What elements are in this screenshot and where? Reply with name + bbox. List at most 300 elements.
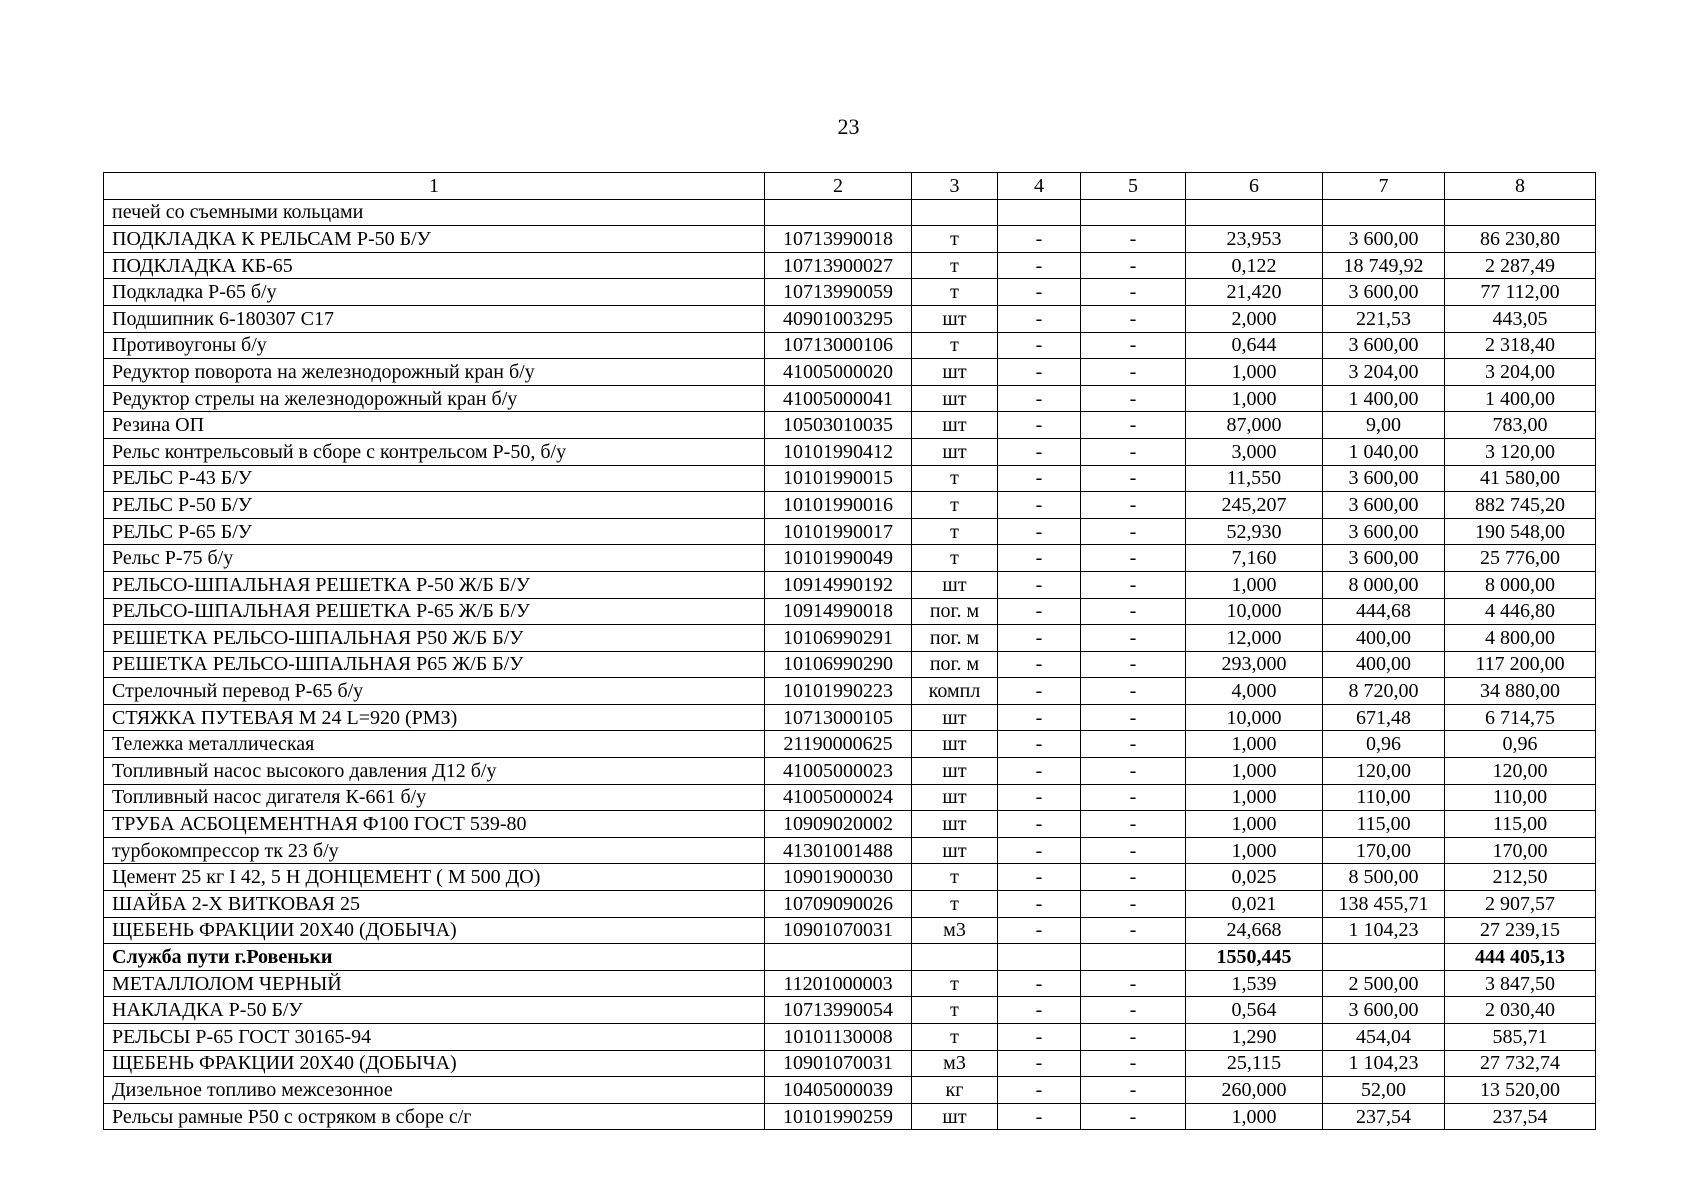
column-5-cell: -	[1081, 625, 1186, 652]
price-cell: 138 455,71	[1323, 891, 1445, 918]
column-5-cell: -	[1081, 837, 1186, 864]
quantity-cell: 21,420	[1186, 279, 1323, 306]
price-cell: 170,00	[1323, 837, 1445, 864]
sum-cell: 783,00	[1445, 412, 1596, 439]
item-code-cell: 10909020002	[765, 811, 912, 838]
item-name-cell: Рельс Р-75 б/у	[104, 545, 765, 572]
table-row	[104, 226, 1596, 253]
quantity-cell: 4,000	[1186, 678, 1323, 705]
table-row	[104, 625, 1596, 652]
quantity-cell: 24,668	[1186, 917, 1323, 944]
sum-cell: 3 120,00	[1445, 438, 1596, 465]
price-cell: 237,54	[1323, 1103, 1445, 1130]
quantity-cell: 1,000	[1186, 784, 1323, 811]
column-4-cell: -	[998, 758, 1081, 785]
table-row	[104, 571, 1596, 598]
price-cell: 3 204,00	[1323, 359, 1445, 386]
price-cell: 454,04	[1323, 1024, 1445, 1051]
table-row	[104, 704, 1596, 731]
column-5-cell: -	[1081, 305, 1186, 332]
item-code-cell: 10101990015	[765, 465, 912, 492]
quantity-cell: 12,000	[1186, 625, 1323, 652]
unit-cell: т	[912, 970, 998, 997]
sum-cell: 3 204,00	[1445, 359, 1596, 386]
price-cell: 444,68	[1323, 598, 1445, 625]
item-code-cell: 41301001488	[765, 837, 912, 864]
quantity-cell: 1,000	[1186, 1103, 1323, 1130]
item-name-cell: РЕЛЬС Р-50 Б/У	[104, 492, 765, 519]
unit-cell: т	[912, 252, 998, 279]
unit-cell: шт	[912, 1103, 998, 1130]
price-cell: 3 600,00	[1323, 997, 1445, 1024]
price-cell: 120,00	[1323, 758, 1445, 785]
unit-cell: т	[912, 1024, 998, 1051]
section-total-row	[104, 944, 1596, 971]
unit-cell: пог. м	[912, 625, 998, 652]
column-5-cell: -	[1081, 412, 1186, 439]
price-cell: 8 720,00	[1323, 678, 1445, 705]
column-4-cell: -	[998, 438, 1081, 465]
item-name-cell: Редуктор стрелы на железнодорожный кран б/у	[104, 385, 765, 412]
item-name-cell: Подкладка Р-65 б/у	[104, 279, 765, 306]
item-name-cell: ПОДКЛАДКА К РЕЛЬСАМ Р-50 Б/У	[104, 226, 765, 253]
table-row	[104, 891, 1596, 918]
sum-cell: 6 714,75	[1445, 704, 1596, 731]
quantity-cell: 1,000	[1186, 571, 1323, 598]
item-code-cell: 21190000625	[765, 731, 912, 758]
column-5-cell: -	[1081, 970, 1186, 997]
item-name-cell: Резина ОП	[104, 412, 765, 439]
unit-cell: т	[912, 279, 998, 306]
item-code-cell: 10709090026	[765, 891, 912, 918]
sum-cell: 27 732,74	[1445, 1050, 1596, 1077]
table-row	[104, 252, 1596, 279]
quantity-cell: 1,000	[1186, 758, 1323, 785]
unit-cell: шт	[912, 758, 998, 785]
unit-cell: т	[912, 465, 998, 492]
sum-cell: 4 800,00	[1445, 625, 1596, 652]
table-row	[104, 332, 1596, 359]
header-cell: 1	[104, 173, 765, 200]
item-name-cell: РЕЛЬСО-ШПАЛЬНАЯ РЕШЕТКА Р-50 Ж/Б Б/У	[104, 571, 765, 598]
column-5-cell: -	[1081, 678, 1186, 705]
unit-cell: пог. м	[912, 598, 998, 625]
column-5-cell: -	[1081, 891, 1186, 918]
quantity-cell: 260,000	[1186, 1077, 1323, 1104]
sum-cell: 190 548,00	[1445, 518, 1596, 545]
quantity-cell: 1,000	[1186, 359, 1323, 386]
column-4-cell	[998, 199, 1081, 226]
item-code-cell: 10101990049	[765, 545, 912, 572]
column-4-cell: -	[998, 970, 1081, 997]
quantity-cell: 10,000	[1186, 704, 1323, 731]
unit-cell: т	[912, 332, 998, 359]
item-name-cell: Подшипник 6-180307 С17	[104, 305, 765, 332]
price-cell: 2 500,00	[1323, 970, 1445, 997]
quantity-cell: 87,000	[1186, 412, 1323, 439]
sum-cell: 8 000,00	[1445, 571, 1596, 598]
unit-cell: т	[912, 492, 998, 519]
table-row	[104, 359, 1596, 386]
column-4-cell: -	[998, 1077, 1081, 1104]
quantity-cell: 23,953	[1186, 226, 1323, 253]
item-name-cell: печей со съемными кольцами	[104, 199, 765, 226]
item-name-cell: ЩЕБЕНЬ ФРАКЦИИ 20Х40 (ДОБЫЧА)	[104, 917, 765, 944]
column-5-cell: -	[1081, 1050, 1186, 1077]
column-5-cell: -	[1081, 465, 1186, 492]
item-name-cell: Стрелочный перевод Р-65 б/у	[104, 678, 765, 705]
unit-cell: т	[912, 518, 998, 545]
column-5-cell: -	[1081, 651, 1186, 678]
item-code-cell: 10713000106	[765, 332, 912, 359]
item-code-cell: 10101990016	[765, 492, 912, 519]
sum-cell: 27 239,15	[1445, 917, 1596, 944]
column-4-cell: -	[998, 1024, 1081, 1051]
price-cell: 400,00	[1323, 625, 1445, 652]
quantity-cell: 1,000	[1186, 811, 1323, 838]
item-code-cell	[765, 199, 912, 226]
unit-cell: т	[912, 891, 998, 918]
header-cell: 2	[765, 173, 912, 200]
price-cell: 3 600,00	[1323, 226, 1445, 253]
item-code-cell: 41005000023	[765, 758, 912, 785]
column-5-cell: -	[1081, 784, 1186, 811]
column-5-cell: -	[1081, 252, 1186, 279]
sum-cell: 115,00	[1445, 811, 1596, 838]
unit-cell	[912, 199, 998, 226]
quantity-cell: 1,539	[1186, 970, 1323, 997]
table-row	[104, 678, 1596, 705]
sum-cell: 4 446,80	[1445, 598, 1596, 625]
unit-cell: м3	[912, 917, 998, 944]
unit-cell	[912, 944, 998, 971]
column-4-cell: -	[998, 704, 1081, 731]
column-4-cell: -	[998, 385, 1081, 412]
price-cell: 110,00	[1323, 784, 1445, 811]
column-5-cell: -	[1081, 811, 1186, 838]
sum-cell: 2 907,57	[1445, 891, 1596, 918]
item-name-cell: РЕЛЬС Р-65 Б/У	[104, 518, 765, 545]
item-code-cell: 10901900030	[765, 864, 912, 891]
table-row	[104, 305, 1596, 332]
quantity-cell: 7,160	[1186, 545, 1323, 572]
quantity-cell: 0,021	[1186, 891, 1323, 918]
column-4-cell: -	[998, 917, 1081, 944]
unit-cell: шт	[912, 305, 998, 332]
column-4-cell: -	[998, 811, 1081, 838]
table-row	[104, 385, 1596, 412]
quantity-cell: 3,000	[1186, 438, 1323, 465]
unit-cell: т	[912, 997, 998, 1024]
column-4-cell: -	[998, 651, 1081, 678]
item-code-cell: 10101990259	[765, 1103, 912, 1130]
table-row	[104, 837, 1596, 864]
sum-cell: 110,00	[1445, 784, 1596, 811]
column-4-cell: -	[998, 997, 1081, 1024]
unit-cell: т	[912, 864, 998, 891]
column-5-cell: -	[1081, 438, 1186, 465]
column-5-cell: -	[1081, 226, 1186, 253]
quantity-cell: 1,290	[1186, 1024, 1323, 1051]
column-5-cell: -	[1081, 571, 1186, 598]
table-row	[104, 1103, 1596, 1130]
item-name-cell: Тележка металлическая	[104, 731, 765, 758]
header-cell: 5	[1081, 173, 1186, 200]
page-number: 23	[837, 114, 860, 139]
item-name-cell: ТРУБА АСБОЦЕМЕНТНАЯ Ф100 ГОСТ 539-80	[104, 811, 765, 838]
unit-cell: пог. м	[912, 651, 998, 678]
price-cell: 18 749,92	[1323, 252, 1445, 279]
price-cell: 3 600,00	[1323, 545, 1445, 572]
item-code-cell: 10914990018	[765, 598, 912, 625]
column-4-cell: -	[998, 731, 1081, 758]
column-5-cell: -	[1081, 385, 1186, 412]
item-code-cell: 10901070031	[765, 917, 912, 944]
table-row	[104, 598, 1596, 625]
sum-cell: 585,71	[1445, 1024, 1596, 1051]
table-row	[104, 518, 1596, 545]
table-header-row	[104, 173, 1596, 200]
unit-cell: т	[912, 226, 998, 253]
quantity-cell: 245,207	[1186, 492, 1323, 519]
header-cell: 8	[1445, 173, 1596, 200]
sum-cell: 41 580,00	[1445, 465, 1596, 492]
column-4-cell: -	[998, 784, 1081, 811]
column-5-cell: -	[1081, 704, 1186, 731]
table-row	[104, 279, 1596, 306]
sum-cell: 212,50	[1445, 864, 1596, 891]
item-code-cell: 10713990018	[765, 226, 912, 253]
column-4-cell: -	[998, 465, 1081, 492]
price-cell	[1323, 199, 1445, 226]
item-name-cell: Цемент 25 кг I 42, 5 Н ДОНЦЕМЕНТ ( М 500 ДО)	[104, 864, 765, 891]
item-name-cell: РЕЛЬСО-ШПАЛЬНАЯ РЕШЕТКА Р-65 Ж/Б Б/У	[104, 598, 765, 625]
column-4-cell: -	[998, 492, 1081, 519]
table-row	[104, 1024, 1596, 1051]
column-4-cell: -	[998, 571, 1081, 598]
item-name-cell: ПОДКЛАДКА КБ-65	[104, 252, 765, 279]
column-5-cell: -	[1081, 598, 1186, 625]
item-code-cell: 10101990223	[765, 678, 912, 705]
table-row	[104, 784, 1596, 811]
sum-cell: 86 230,80	[1445, 226, 1596, 253]
column-4-cell: -	[998, 412, 1081, 439]
item-code-cell: 10914990192	[765, 571, 912, 598]
column-5-cell: -	[1081, 332, 1186, 359]
item-code-cell: 10101990412	[765, 438, 912, 465]
item-code-cell: 41005000020	[765, 359, 912, 386]
price-cell: 221,53	[1323, 305, 1445, 332]
sum-cell: 0,96	[1445, 731, 1596, 758]
unit-cell: м3	[912, 1050, 998, 1077]
price-cell: 8 000,00	[1323, 571, 1445, 598]
sum-cell: 3 847,50	[1445, 970, 1596, 997]
unit-cell: компл	[912, 678, 998, 705]
column-4-cell: -	[998, 1050, 1081, 1077]
column-4-cell: -	[998, 864, 1081, 891]
column-4-cell: -	[998, 1103, 1081, 1130]
unit-cell: шт	[912, 837, 998, 864]
table-row	[104, 492, 1596, 519]
item-name-cell: НАКЛАДКА Р-50 Б/У	[104, 997, 765, 1024]
item-name-cell: СТЯЖКА ПУТЕВАЯ М 24 L=920 (РМЗ)	[104, 704, 765, 731]
table-row	[104, 758, 1596, 785]
item-name-cell: Дизельное топливо межсезонное	[104, 1077, 765, 1104]
item-code-cell: 10101130008	[765, 1024, 912, 1051]
sum-cell: 444 405,13	[1445, 944, 1596, 971]
table-row	[104, 917, 1596, 944]
column-4-cell: -	[998, 625, 1081, 652]
unit-cell: шт	[912, 811, 998, 838]
item-code-cell: 10901070031	[765, 1050, 912, 1077]
sum-cell	[1445, 199, 1596, 226]
table-row	[104, 731, 1596, 758]
price-cell: 400,00	[1323, 651, 1445, 678]
sum-cell: 120,00	[1445, 758, 1596, 785]
quantity-cell: 10,000	[1186, 598, 1323, 625]
column-4-cell: -	[998, 279, 1081, 306]
item-code-cell: 40901003295	[765, 305, 912, 332]
price-cell: 3 600,00	[1323, 518, 1445, 545]
price-cell	[1323, 944, 1445, 971]
item-name-cell: РЕШЕТКА РЕЛЬСО-ШПАЛЬНАЯ Р65 Ж/Б Б/У	[104, 651, 765, 678]
column-4-cell: -	[998, 518, 1081, 545]
table-row	[104, 545, 1596, 572]
item-name-cell: Топливный насос дигателя К-661 б/у	[104, 784, 765, 811]
price-cell: 1 104,23	[1323, 917, 1445, 944]
price-cell: 3 600,00	[1323, 492, 1445, 519]
table-row	[104, 465, 1596, 492]
unit-cell: т	[912, 545, 998, 572]
sum-cell: 170,00	[1445, 837, 1596, 864]
quantity-cell: 1,000	[1186, 837, 1323, 864]
item-name-cell: РЕЛЬС Р-43 Б/У	[104, 465, 765, 492]
table-row	[104, 438, 1596, 465]
item-name-cell: РЕЛЬСЫ Р-65 ГОСТ 30165-94	[104, 1024, 765, 1051]
table-row	[104, 970, 1596, 997]
header-cell: 3	[912, 173, 998, 200]
item-code-cell: 10106990290	[765, 651, 912, 678]
price-cell: 3 600,00	[1323, 279, 1445, 306]
unit-cell: кг	[912, 1077, 998, 1104]
table-row	[104, 1050, 1596, 1077]
table-row	[104, 997, 1596, 1024]
unit-cell: шт	[912, 704, 998, 731]
item-code-cell: 10713990054	[765, 997, 912, 1024]
sum-cell: 2 030,40	[1445, 997, 1596, 1024]
item-code-cell: 41005000041	[765, 385, 912, 412]
price-cell: 0,96	[1323, 731, 1445, 758]
column-5-cell	[1081, 944, 1186, 971]
item-code-cell: 41005000024	[765, 784, 912, 811]
quantity-cell: 11,550	[1186, 465, 1323, 492]
sum-cell: 237,54	[1445, 1103, 1596, 1130]
header-cell: 4	[998, 173, 1081, 200]
price-cell: 52,00	[1323, 1077, 1445, 1104]
quantity-cell: 1550,445	[1186, 944, 1323, 971]
quantity-cell: 0,644	[1186, 332, 1323, 359]
column-5-cell: -	[1081, 997, 1186, 1024]
item-name-cell: МЕТАЛЛОЛОМ ЧЕРНЫЙ	[104, 970, 765, 997]
unit-cell: шт	[912, 359, 998, 386]
column-5-cell: -	[1081, 917, 1186, 944]
item-code-cell	[765, 944, 912, 971]
item-name-cell: ШАЙБА 2-Х ВИТКОВАЯ 25	[104, 891, 765, 918]
table-row	[104, 811, 1596, 838]
price-cell: 671,48	[1323, 704, 1445, 731]
item-code-cell: 10503010035	[765, 412, 912, 439]
price-cell: 1 104,23	[1323, 1050, 1445, 1077]
sum-cell: 25 776,00	[1445, 545, 1596, 572]
quantity-cell	[1186, 199, 1323, 226]
item-name-cell: турбокомпрессор тк 23 б/у	[104, 837, 765, 864]
table-row	[104, 651, 1596, 678]
column-4-cell: -	[998, 837, 1081, 864]
column-5-cell: -	[1081, 359, 1186, 386]
column-5-cell: -	[1081, 492, 1186, 519]
header-cell: 6	[1186, 173, 1323, 200]
table-row	[104, 1077, 1596, 1104]
unit-cell: шт	[912, 571, 998, 598]
column-4-cell: -	[998, 545, 1081, 572]
item-name-cell: Рельсы рамные Р50 с остряком в сборе с/г	[104, 1103, 765, 1130]
price-cell: 8 500,00	[1323, 864, 1445, 891]
item-code-cell: 10405000039	[765, 1077, 912, 1104]
price-cell: 9,00	[1323, 412, 1445, 439]
column-5-cell: -	[1081, 1103, 1186, 1130]
sum-cell: 34 880,00	[1445, 678, 1596, 705]
sum-cell: 2 287,49	[1445, 252, 1596, 279]
column-4-cell: -	[998, 226, 1081, 253]
price-cell: 115,00	[1323, 811, 1445, 838]
column-4-cell: -	[998, 359, 1081, 386]
unit-cell: шт	[912, 412, 998, 439]
item-name-cell: Рельс контрельсовый в сборе с контрельсом Р-50, б/у	[104, 438, 765, 465]
column-4-cell: -	[998, 598, 1081, 625]
quantity-cell: 0,025	[1186, 864, 1323, 891]
price-cell: 3 600,00	[1323, 465, 1445, 492]
column-4-cell: -	[998, 332, 1081, 359]
column-5-cell: -	[1081, 1024, 1186, 1051]
price-cell: 3 600,00	[1323, 332, 1445, 359]
column-5-cell: -	[1081, 758, 1186, 785]
item-code-cell: 10106990291	[765, 625, 912, 652]
sum-cell: 2 318,40	[1445, 332, 1596, 359]
sum-cell: 117 200,00	[1445, 651, 1596, 678]
quantity-cell: 1,000	[1186, 385, 1323, 412]
item-name-cell: Топливный насос высокого давления Д12 б/у	[104, 758, 765, 785]
column-5-cell: -	[1081, 279, 1186, 306]
column-4-cell: -	[998, 252, 1081, 279]
price-cell: 1 040,00	[1323, 438, 1445, 465]
quantity-cell: 0,564	[1186, 997, 1323, 1024]
column-5-cell: -	[1081, 1077, 1186, 1104]
quantity-cell: 2,000	[1186, 305, 1323, 332]
quantity-cell: 293,000	[1186, 651, 1323, 678]
item-name-cell: ЩЕБЕНЬ ФРАКЦИИ 20Х40 (ДОБЫЧА)	[104, 1050, 765, 1077]
header-cell: 7	[1323, 173, 1445, 200]
quantity-cell: 1,000	[1186, 731, 1323, 758]
column-5-cell: -	[1081, 731, 1186, 758]
item-name-cell: РЕШЕТКА РЕЛЬСО-ШПАЛЬНАЯ Р50 Ж/Б Б/У	[104, 625, 765, 652]
column-4-cell: -	[998, 305, 1081, 332]
sum-cell: 882 745,20	[1445, 492, 1596, 519]
column-5-cell	[1081, 199, 1186, 226]
sum-cell: 443,05	[1445, 305, 1596, 332]
item-code-cell: 10713990059	[765, 279, 912, 306]
quantity-cell: 25,115	[1186, 1050, 1323, 1077]
item-name-cell: Служба пути г.Ровеньки	[104, 944, 765, 971]
